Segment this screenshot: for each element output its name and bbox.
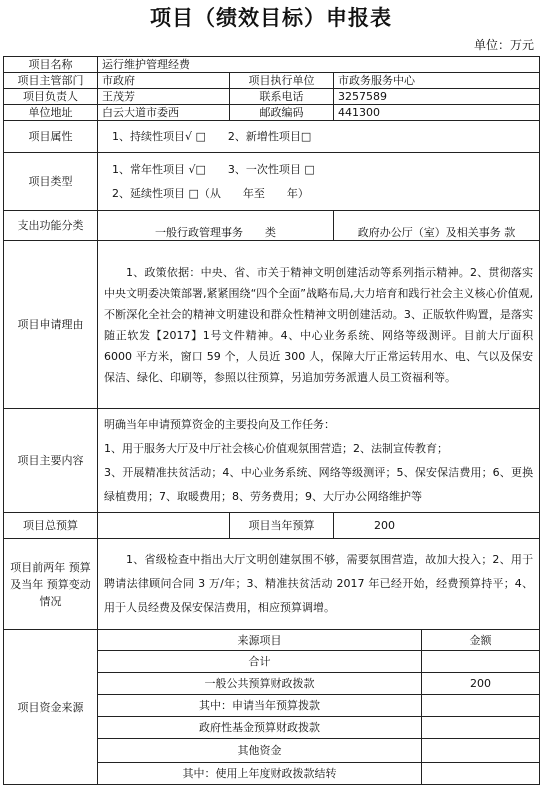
funding-label: 项目资金来源: [4, 630, 98, 785]
attribute-label: 项目属性: [4, 121, 98, 153]
row-attribute: [4, 121, 540, 153]
year-budget-value: 200: [334, 513, 540, 539]
change-text: 1、省级检查中指出大厅文明创建氛围不够，需要氛围营造，故加大投入；2、用于聘请法律顾问合同 3 万/年；3、精准扶贫活动 2017 年已经开始，经费预算持平；4、用于人员经费及保安保洁费用，相应预算调增。: [98, 539, 540, 630]
address-value: 白云大道市委西: [98, 105, 230, 121]
exec-unit-value: 市政务服务中心: [334, 73, 540, 89]
funding-source-amount: [422, 651, 540, 673]
funding-source-header: 来源项目: [98, 630, 422, 651]
manager-label: 项目负责人: [4, 89, 98, 105]
function-class-category: 一般行政管理事务 类: [98, 211, 334, 241]
content-items-a: 1、用于服务大厅及中厅社会核心价值观氛围营造；2、法制宣传教育；: [104, 441, 448, 455]
dept-label: 项目主管部门: [4, 73, 98, 89]
funding-source-name: 其他资金: [98, 739, 422, 763]
type-options-line1: 1、常年性项目 √□ 3、一次性项目 □: [112, 162, 315, 176]
declaration-form-table: [3, 56, 540, 785]
funding-source-name: 一般公共预算财政拨款: [98, 673, 422, 695]
funding-source-name: 合计: [98, 651, 422, 673]
phone-label: 联系电话: [230, 89, 334, 105]
manager-value: 王茂芳: [98, 89, 230, 105]
content-label: 项目主要内容: [4, 409, 98, 513]
function-class-label: 支出功能分类: [4, 211, 98, 241]
funding-source-amount: [422, 695, 540, 717]
funding-source-amount: [422, 717, 540, 739]
funding-amount-header: 金额: [422, 630, 540, 651]
funding-source-name: 政府性基金预算财政拨款: [98, 717, 422, 739]
type-label: 项目类型: [4, 153, 98, 211]
postcode-value: 441300: [334, 105, 540, 121]
funding-source-amount: 200: [422, 673, 540, 695]
row-address: [4, 105, 540, 121]
row-content: [4, 409, 540, 513]
function-class-subcategory: 政府办公厅（室）及相关事务 款: [334, 211, 540, 241]
total-budget-value: [98, 513, 230, 539]
funding-source-amount: [422, 739, 540, 763]
row-budget-change: [4, 539, 540, 630]
row-project-name: [4, 57, 540, 73]
change-label: 项目前两年 预算及当年 预算变动情况: [4, 539, 98, 630]
row-project-type: [4, 153, 540, 211]
content-items-b: 3、开展精准扶贫活动；4、中心业务系统、网络等级测评；5、保安保洁费用；6、更换绿植费用；7、取暖费用；8、劳务费用；9、大厅办公网络维护等: [104, 465, 534, 503]
reason-text: 1、政策依据：中央、省、市关于精神文明创建活动等系列指示精神。2、贯彻落实中央文明委决策部署,紧紧围绕“四个全面”战略布局,大力培育和践行社会主义核心价值观,不断深化全社会的精神文明建设和群众性精神文明创建活动。3、正版软件购置，是落实随正软发【2017】1号文件精神。4、中心业务系统、网络等级测评。目前大厅面积 6000 平方米，窗口 59 个，人员近 300 人，保障大厅正常运转用水、电、气以及保安保洁、绿化、印刷等，参照以往预算，另追加劳务派遣人员工资福利等。: [98, 241, 540, 409]
attribute-options: 1、持续性项目√ □ 2、新增性项目□: [98, 121, 540, 153]
total-budget-label: 项目总预算: [4, 513, 98, 539]
address-label: 单位地址: [4, 105, 98, 121]
exec-unit-label: 项目执行单位: [230, 73, 334, 89]
reason-label: 项目申请理由: [4, 241, 98, 409]
funding-source-name: 其中：申请当年预算拨款: [98, 695, 422, 717]
funding-header-row: [4, 630, 540, 651]
row-reason: [4, 241, 540, 409]
unit-label: 单位：万元: [473, 38, 534, 52]
content-intro: 明确当年申请预算资金的主要投向及工作任务：: [104, 417, 335, 431]
row-department: [4, 73, 540, 89]
year-budget-label: 项目当年预算: [230, 513, 334, 539]
row-manager: [4, 89, 540, 105]
project-name-value: 运行维护管理经费: [98, 57, 540, 73]
phone-value: 3257589: [334, 89, 540, 105]
form-title: 项目（绩效目标）申报表: [150, 6, 392, 30]
type-options-line2: 2、延续性项目 □（从 年至 年）: [112, 186, 309, 200]
row-function-class: [4, 211, 540, 241]
postcode-label: 邮政编码: [230, 105, 334, 121]
funding-source-amount: [422, 763, 540, 785]
dept-value: 市政府: [98, 73, 230, 89]
project-name-label: 项目名称: [4, 57, 98, 73]
funding-source-name: 其中：使用上年度财政拨款结转: [98, 763, 422, 785]
row-budget: [4, 513, 540, 539]
